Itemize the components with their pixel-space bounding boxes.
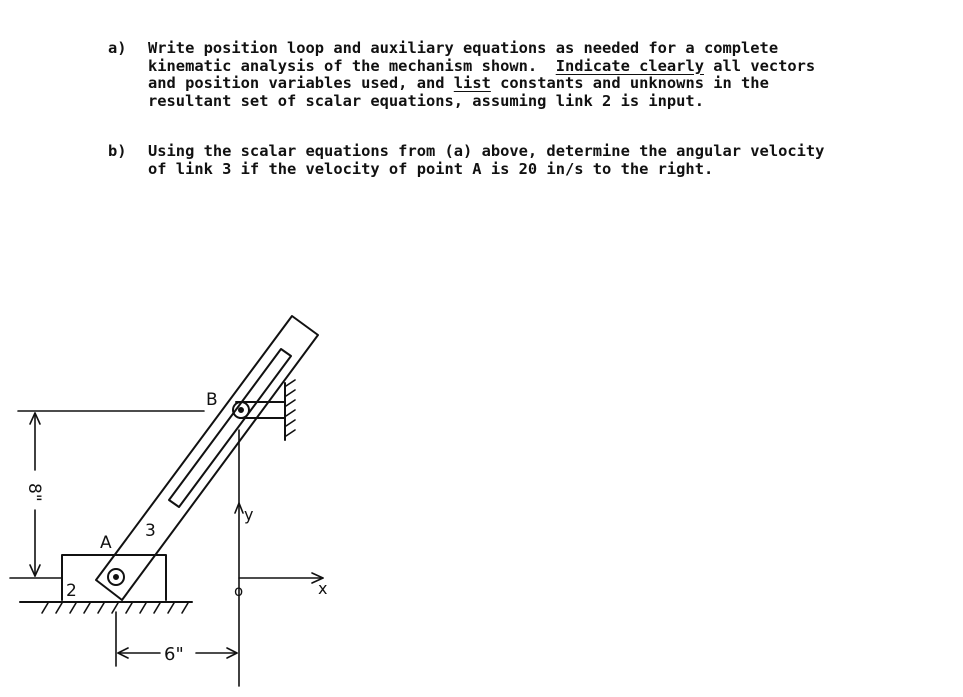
problem-a xyxy=(108,40,815,110)
problem-a-line-3-start: and position variables used, and xyxy=(148,74,454,92)
problem-a-list: list xyxy=(453,74,491,92)
label-dimension-8: 8" xyxy=(24,483,44,502)
label-b: B xyxy=(206,390,218,410)
problem-b-line-2: of link 3 if the velocity of point A is 20 in/s to the right. xyxy=(148,159,714,178)
ground-hatch xyxy=(42,603,188,613)
problem-b-marker: b) xyxy=(108,142,127,160)
label-link-2: 2 xyxy=(66,581,77,601)
problem-b-text xyxy=(148,143,824,178)
problem-a-text xyxy=(148,40,815,110)
label-axis-x: x xyxy=(318,579,328,598)
problem-a-indicate-clearly: Indicate clearly xyxy=(555,56,704,75)
label-dimension-6: 6" xyxy=(164,644,184,665)
problem-a-line-3-end: constants and unknowns in the xyxy=(490,74,769,92)
problem-b xyxy=(108,143,824,178)
problem-b-line-1: Using the scalar equations from (a) above, determine the angular velocity xyxy=(148,142,825,160)
support-wall-hatch xyxy=(286,380,295,436)
label-axis-y: y xyxy=(244,505,254,524)
problem-a-line-1: Write position loop and auxiliary equations as needed for a complete xyxy=(148,39,779,57)
problem-a-line-2-end: all vectors xyxy=(703,56,816,75)
problem-a-line-2: kinematic analysis of the mechanism shown. xyxy=(148,56,538,75)
link-3-slot xyxy=(169,349,291,507)
problem-a-line-4: resultant set of scalar equations, assuming link 2 is input. xyxy=(148,91,704,110)
link-3-bar xyxy=(96,316,318,600)
mechanism-diagram xyxy=(0,300,420,697)
label-link-3: 3 xyxy=(145,521,156,541)
problem-a-marker: a) xyxy=(108,39,127,57)
label-origin: o xyxy=(234,582,244,600)
label-a: A xyxy=(100,533,112,553)
